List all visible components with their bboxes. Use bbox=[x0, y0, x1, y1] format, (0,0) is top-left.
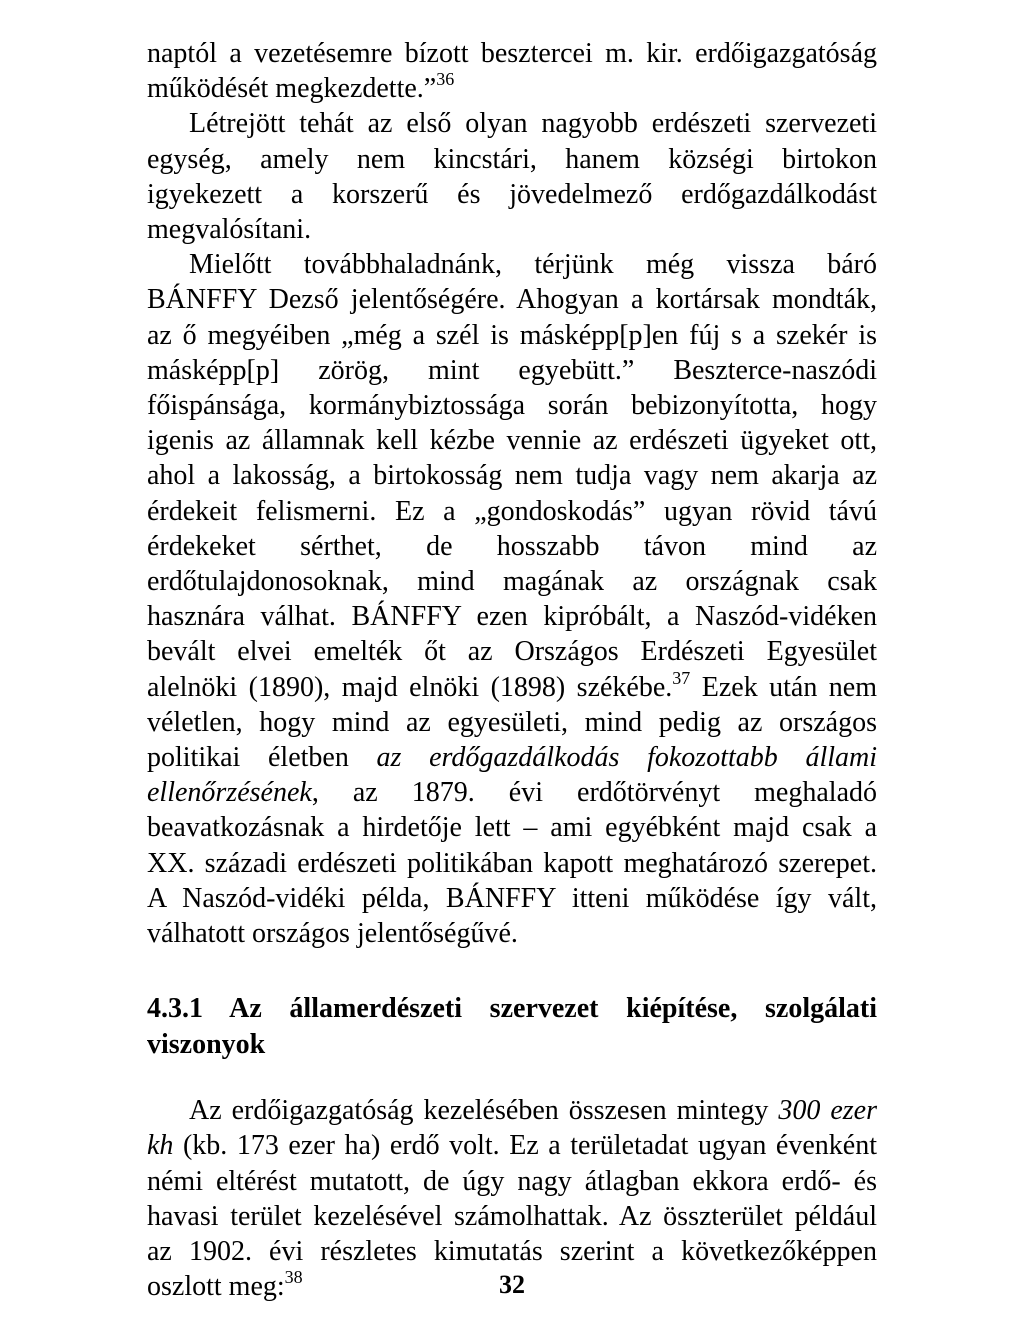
text-line: naptól a vezetésemre bízott besztercei m. kir. erdőigazgatóság bbox=[147, 38, 877, 69]
emphasis-text: az erdőgazdálkodás fokozottabb állami bbox=[376, 742, 878, 774]
heading-line: viszonyok bbox=[147, 1029, 266, 1061]
text-line: igyekezett a korszerű és jövedelmező erdőgazdálkodást bbox=[147, 178, 877, 210]
paragraph-1 bbox=[147, 36, 877, 106]
text-span: , az 1879. évi erdőtörvényt meghaladó bbox=[311, 777, 877, 809]
emphasis-text: kh bbox=[147, 1130, 174, 1162]
text-line: erdőtulajdonosoknak, mind magának az országnak csak bbox=[147, 566, 877, 598]
text-line: hasznára válhat. BÁNFFY ezen kipróbált, a Naszód-vidéken bbox=[147, 601, 877, 633]
emphasis-text: 300 ezer bbox=[778, 1095, 878, 1127]
text-line: XX. századi erdészeti politikában kapott meghatározó szerepet. bbox=[147, 847, 877, 879]
text-span: politikai életben bbox=[147, 742, 377, 774]
text-line: beavatkozásnak a hirdetője lett – ami egyébként majd csak a bbox=[147, 812, 877, 844]
text-line: megvalósítani. bbox=[147, 214, 312, 246]
section-number: 4.3.1 bbox=[147, 993, 203, 1025]
document-page bbox=[147, 36, 877, 1305]
text-line: BÁNFFY Dezső jelentőségére. Ahogyan a kortársak mondták, bbox=[147, 284, 877, 316]
text-line: Mielőtt továbbhaladnánk, térjünk még vissza báró bbox=[189, 249, 877, 281]
text-line: igenis az államnak kell kézbe vennie az erdészeti ügyeket ott, bbox=[147, 425, 877, 457]
text-line bbox=[147, 775, 877, 810]
text-line: másképp[p] zörög, mint egyebütt.” Beszterce-naszódi bbox=[147, 354, 877, 386]
emphasis-text: ellenőrzésének bbox=[147, 777, 312, 809]
text-line: némi eltérést mutatott, de úgy nagy átlagban ekkora erdő- és bbox=[147, 1165, 877, 1197]
heading-line bbox=[147, 991, 877, 1027]
text-line bbox=[147, 740, 877, 775]
text-span: oszlott meg: bbox=[147, 1271, 285, 1303]
paragraph-3 bbox=[147, 247, 877, 951]
page-number: 32 bbox=[499, 1270, 525, 1299]
text-span: (kb. 173 ezer ha) erdő volt. Ez a területadat ugyan évenként bbox=[173, 1130, 877, 1162]
text-line: válhatott országos jelentőségűvé. bbox=[147, 918, 518, 950]
text-line: Létrejött tehát az első olyan nagyobb erdészeti szervezeti bbox=[189, 108, 877, 140]
heading-text: Az államerdészeti szervezet kiépítése, szolgálati bbox=[229, 993, 877, 1025]
paragraph-2 bbox=[147, 106, 877, 247]
text-span: Az erdőigazgatóság kezelésében összesen mintegy bbox=[189, 1095, 779, 1127]
text-line: érdekeket sérthet, de hosszabb távon mind az bbox=[147, 530, 877, 562]
footnote-ref-36: 36 bbox=[436, 69, 455, 90]
text-span: Ezek után nem bbox=[690, 671, 877, 703]
text-line: bevált elvei emelték őt az Országos Erdészeti Egyesület bbox=[147, 636, 877, 668]
text-line: főispánsága, kormánybiztossága során bebizonyította, hogy bbox=[147, 390, 877, 422]
section-heading bbox=[147, 991, 877, 1063]
text-line bbox=[147, 1128, 877, 1163]
text-line: havasi terület kezelésével számolhattak. Az összterület például bbox=[147, 1200, 877, 1232]
text-line: az ő megyéiben „még a szél is másképp[p]en fúj s a szekér is bbox=[147, 319, 877, 351]
text-line: érdekeit felismerni. Ez a „gondoskodás” ugyan rövid távú bbox=[147, 495, 877, 527]
footnote-ref-38: 38 bbox=[284, 1267, 303, 1288]
text-line bbox=[147, 667, 877, 705]
text-line: az 1902. évi részletes kimutatás szerint a következőképpen bbox=[147, 1236, 877, 1268]
text-line: A Naszód-vidéki példa, BÁNFFY itteni működése így vált, bbox=[147, 882, 877, 914]
text-line: ahol a lakosság, a birtokosság nem tudja vagy nem akarja az bbox=[147, 460, 877, 492]
text-span: működését megkezdette.” bbox=[147, 73, 437, 105]
text-line: véletlen, hogy mind az egyesületi, mind pedig az országos bbox=[147, 706, 877, 738]
footnote-ref-37: 37 bbox=[672, 667, 691, 688]
text-span: alelnöki (1890), majd elnöki (1898) székébe. bbox=[147, 671, 673, 703]
text-line bbox=[147, 1093, 877, 1128]
text-line bbox=[147, 71, 877, 106]
text-line: egység, amely nem kincstári, hanem községi birtokon bbox=[147, 143, 877, 175]
